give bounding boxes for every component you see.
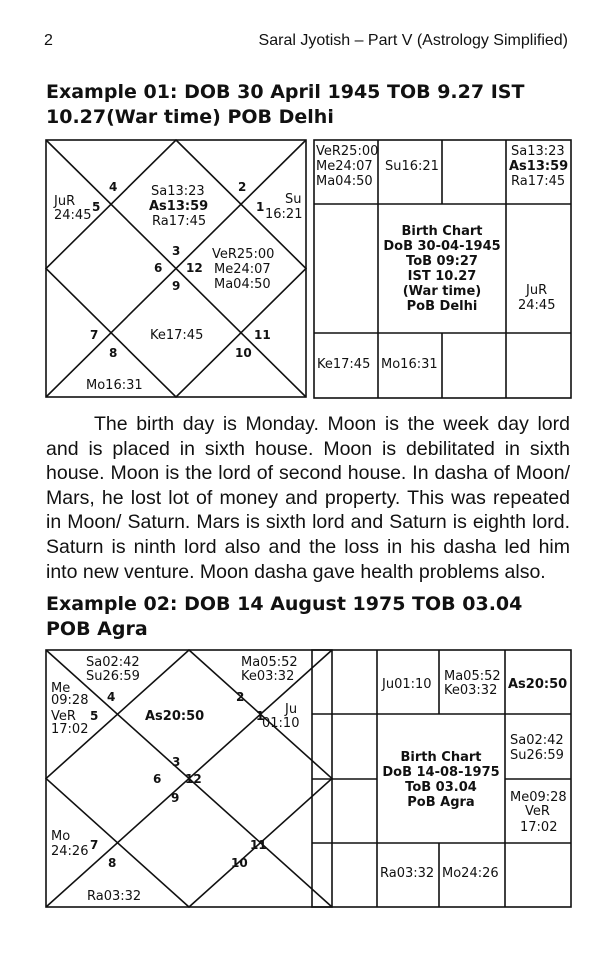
planet-label: Ke03:32 [444, 683, 498, 698]
planet-label: 24:26 [51, 844, 89, 859]
planet-label: 09:28 [51, 693, 89, 708]
planet-label: Ke03:32 [241, 669, 295, 684]
planet-label: Mo24:26 [442, 866, 499, 881]
house-number: 6 [154, 261, 163, 275]
house-number: 1 [256, 200, 265, 214]
planet-label: VeR25:00 [316, 144, 379, 159]
house-number: 10 [231, 856, 248, 870]
planet-label: Mo16:31 [86, 378, 143, 393]
planet-label: Ju01:10 [382, 677, 432, 692]
house-number: 9 [171, 791, 180, 805]
house-number: 12 [186, 261, 203, 275]
example-1-heading: Example 01: DOB 30 April 1945 TOB 9.27 IST 10.27(War time) POB Delhi [46, 81, 525, 128]
house-number: 3 [172, 755, 181, 769]
example-1-birth-details [383, 224, 500, 314]
planet-label: 24:45 [518, 298, 556, 313]
planet-label: Sa13:23 [511, 144, 565, 159]
house-number: 11 [250, 838, 267, 852]
house-number: 8 [109, 346, 118, 360]
planet-label: Ra17:45 [152, 214, 207, 229]
house-number: 6 [153, 772, 162, 786]
planet-label: VeR25:00 [212, 247, 275, 262]
ist-time: IST 10.27 [407, 269, 477, 284]
house-number: 1 [256, 709, 265, 723]
birth-time: ToB 03.04 [405, 780, 477, 795]
house-number: 7 [90, 328, 99, 342]
planet-label: Ma04:50 [214, 277, 271, 292]
example-2-birth-details [382, 750, 499, 810]
planet-label: VeR [51, 709, 76, 724]
war-time-note: (War time) [402, 284, 482, 299]
planet-label: Su26:59 [86, 669, 140, 684]
birth-chart-title: Birth Chart [400, 750, 482, 765]
birth-place: PoB Delhi [406, 299, 478, 314]
example-2-heading: Example 02: DOB 14 August 1975 TOB 03.04 POB Agra [46, 593, 523, 640]
planet-label: Ma04:50 [316, 174, 373, 189]
birth-time: ToB 09:27 [406, 254, 478, 269]
house-number: 3 [172, 244, 181, 258]
example-2-south-chart [311, 649, 572, 909]
planet-label: Sa02:42 [86, 655, 140, 670]
house-number: 2 [236, 690, 245, 704]
house-number: 4 [109, 180, 118, 194]
ascendant-label: As20:50 [145, 709, 205, 724]
planet-label: Ke17:45 [150, 328, 204, 343]
planet-label: JuR [54, 194, 76, 209]
house-number: 12 [185, 772, 202, 786]
planet-label: JuR [526, 283, 548, 298]
house-number: 2 [238, 180, 247, 194]
planet-label: Me [51, 681, 71, 696]
house-number: 4 [107, 690, 116, 704]
planet-label: 16:21 [265, 207, 303, 222]
example-1-south-chart [313, 139, 572, 401]
planet-label: 01:10 [262, 716, 300, 731]
house-number: 7 [90, 838, 99, 852]
body-paragraph: The birth day is Monday. Moon is the week day lord and is placed in sixth house. Moon is debilitated in sixth house. Moon is the lord of second house. In dasha of Moon/ Mars, he lost lot of money and property. This was repeated in Moon/ Saturn. Mars is sixth lord and Saturn is eighth lord. Saturn is ninth lord also and the loss in his dasha led him into new venture. Moon dasha gave health problems also. [46, 413, 570, 583]
ascendant-label: As13:59 [149, 199, 209, 214]
planet-label: VeR [525, 804, 550, 819]
planet-label: Ju [285, 702, 298, 717]
example-1-north-chart [45, 139, 307, 401]
house-number: 8 [108, 856, 117, 870]
planet-label: Ke17:45 [317, 357, 371, 372]
planet-label: 24:45 [54, 208, 92, 223]
house-number: 9 [172, 279, 181, 293]
house-number: 10 [235, 346, 252, 360]
birth-chart-title: Birth Chart [401, 224, 483, 239]
planet-label: Sa02:42 [510, 733, 564, 748]
planet-label: Me24:07 [214, 262, 271, 277]
planet-label: Ra03:32 [87, 889, 142, 904]
planet-label: Ma05:52 [444, 669, 501, 684]
house-number: 5 [90, 709, 99, 723]
planet-label: Mo16:31 [381, 357, 438, 372]
birth-place: PoB Agra [407, 795, 475, 810]
page-number: 2 [44, 32, 53, 49]
house-number: 11 [254, 328, 271, 342]
ascendant-label: As13:59 [509, 159, 569, 174]
planet-label: Ra03:32 [380, 866, 435, 881]
birth-date: DoB 14-08-1975 [382, 765, 500, 780]
running-title: Saral Jyotish – Part V (Astrology Simplified) [258, 32, 568, 49]
planet-label: 17:02 [520, 820, 558, 835]
planet-label: Su26:59 [510, 748, 564, 763]
planet-label: 17:02 [51, 722, 89, 737]
planet-label: Me09:28 [510, 790, 567, 805]
planet-label: Me24:07 [316, 159, 373, 174]
planet-label: Mo [51, 829, 71, 844]
planet-label: Sa13:23 [151, 184, 205, 199]
planet-label: Ra17:45 [511, 174, 566, 189]
example-2-north-chart [45, 649, 333, 909]
planet-label: Su [285, 192, 302, 207]
birth-date: DoB 30-04-1945 [383, 239, 501, 254]
house-number: 5 [92, 200, 101, 214]
ascendant-label: As20:50 [508, 677, 568, 692]
planet-label: Ma05:52 [241, 655, 298, 670]
planet-label: Su16:21 [385, 159, 439, 174]
